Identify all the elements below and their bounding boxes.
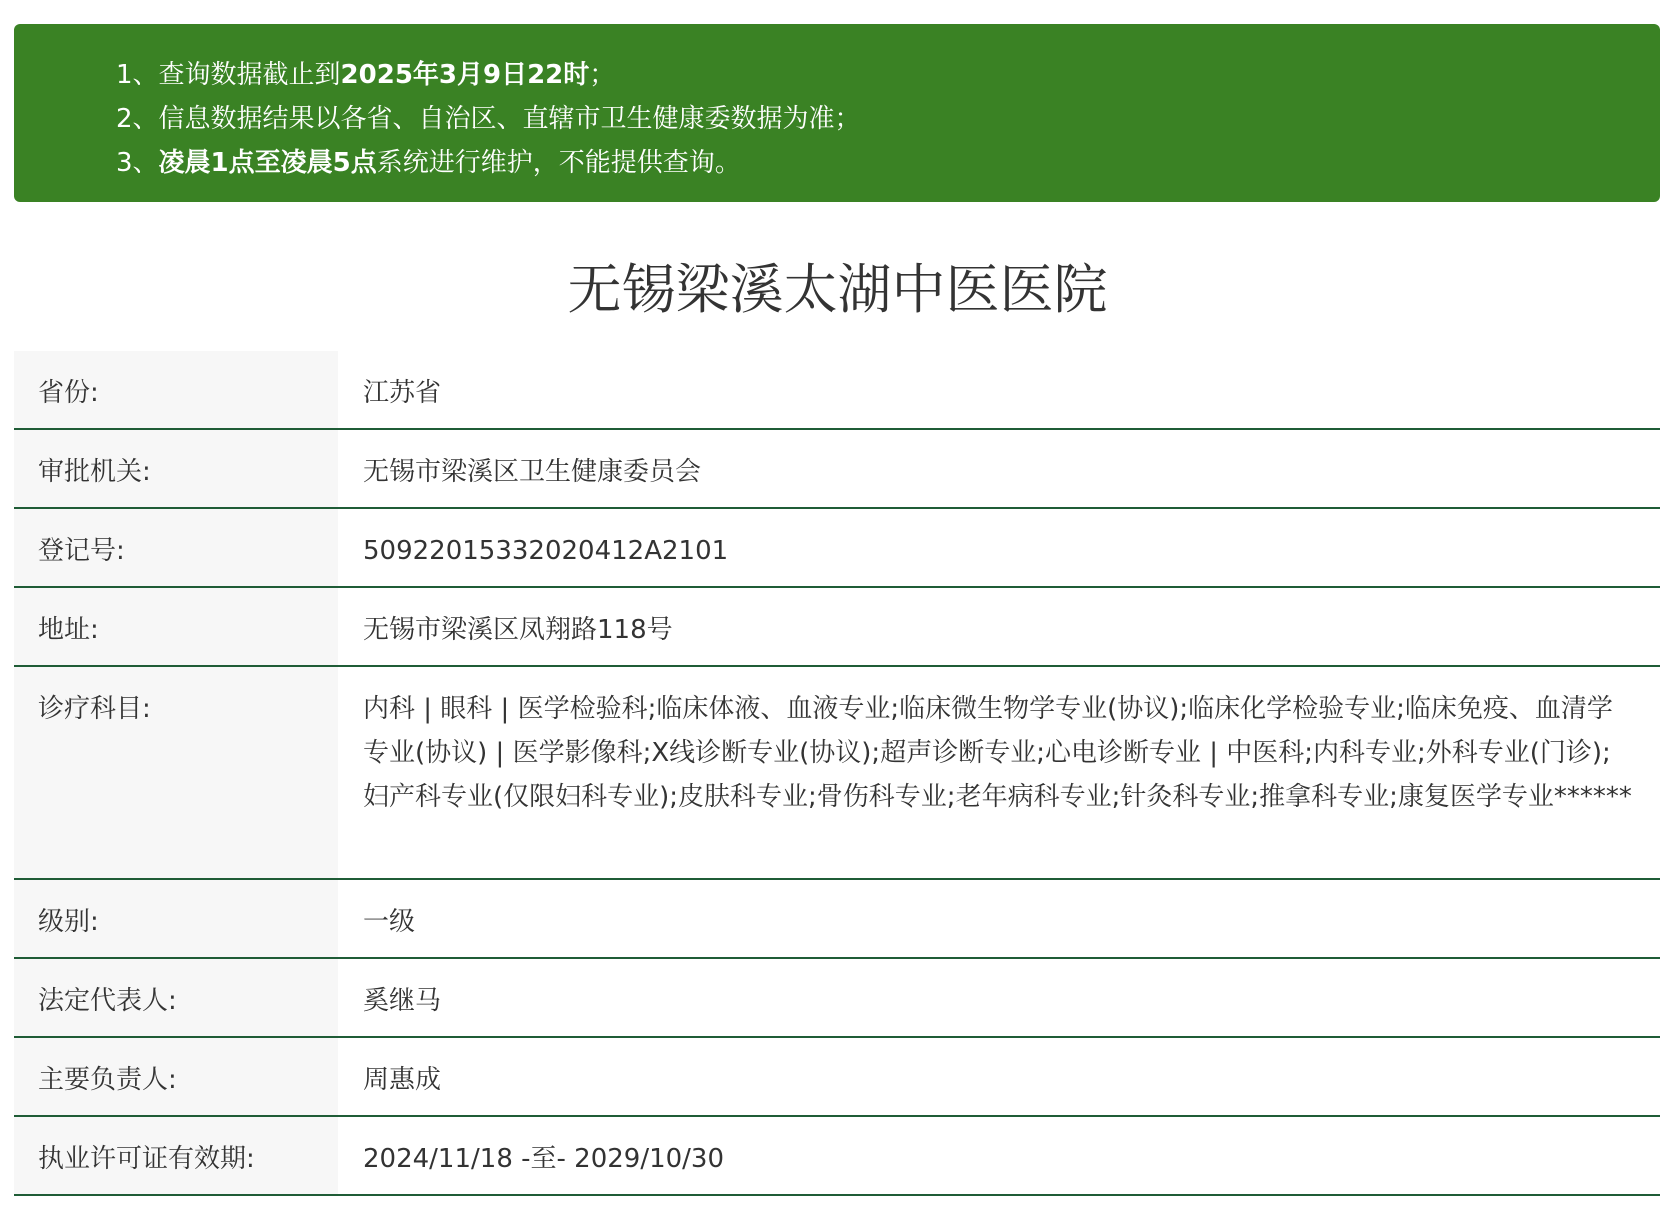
row-value: 江苏省	[363, 378, 442, 408]
row-value: 一级	[363, 907, 416, 937]
notice-line-1-prefix: 1、查询数据截止到	[116, 60, 341, 90]
table-row-level	[14, 880, 1660, 959]
row-label: 登记号:	[14, 509, 338, 586]
notice-line-1-suffix: ；	[589, 60, 616, 90]
hospital-info-table	[14, 351, 1660, 1196]
notice-line-2	[116, 97, 1660, 141]
page-title: 无锡梁溪太湖中医医院	[567, 258, 1108, 321]
row-value: 2024/11/18 -至- 2029/10/30	[363, 1144, 725, 1174]
notice-banner	[14, 24, 1660, 202]
table-row-province	[14, 351, 1660, 430]
notice-line-3-maintenance-window: 凌晨1点至凌晨5点	[158, 148, 377, 178]
notice-line-3-suffix: 系统进行维护，不能提供查询。	[376, 148, 741, 178]
row-value: 无锡市梁溪区凤翔路118号	[363, 615, 673, 645]
row-label: 执业许可证有效期:	[14, 1117, 338, 1194]
table-row-address	[14, 588, 1660, 667]
row-label: 地址:	[14, 588, 338, 665]
row-value: 无锡市梁溪区卫生健康委员会	[363, 457, 702, 487]
table-row-principal	[14, 1038, 1660, 1117]
row-value: 50922015332020412A2101	[363, 536, 729, 566]
row-value: 周惠成	[363, 1065, 442, 1095]
table-row-license-validity	[14, 1117, 1660, 1196]
row-label: 省份:	[14, 351, 338, 428]
row-label: 级别:	[14, 880, 338, 957]
row-label: 主要负责人:	[14, 1038, 338, 1115]
row-value: 奚继马	[363, 986, 442, 1016]
notice-line-1-cutoff-time: 2025年3月9日22时	[340, 60, 590, 90]
table-row-registration-number	[14, 509, 1660, 588]
row-label: 诊疗科目:	[14, 667, 338, 878]
notice-line-3-prefix: 3、	[116, 148, 159, 178]
table-row-approval-authority	[14, 430, 1660, 509]
table-row-departments	[14, 667, 1660, 880]
notice-line-3	[116, 141, 1660, 185]
notice-line-1	[116, 53, 1660, 97]
notice-line-2-text: 2、信息数据结果以各省、自治区、直辖市卫生健康委数据为准；	[116, 104, 861, 134]
table-row-legal-representative	[14, 959, 1660, 1038]
row-value: 内科 | 眼科 | 医学检验科;临床体液、血液专业;临床微生物学专业(协议);临床化学检验专业;临床免疫、血清学专业(协议) | 医学影像科;X线诊断专业(协议);超声诊断专业;心电诊断专业 | 中医科;内科专业;外科专业(门诊);妇产科专业(仅限妇科专业);皮肤科专业;骨伤科专业;老年病科专业;针灸科专业;推拿科专业;康复医学专业******	[363, 694, 1632, 812]
row-label: 法定代表人:	[14, 959, 338, 1036]
row-label: 审批机关:	[14, 430, 338, 507]
